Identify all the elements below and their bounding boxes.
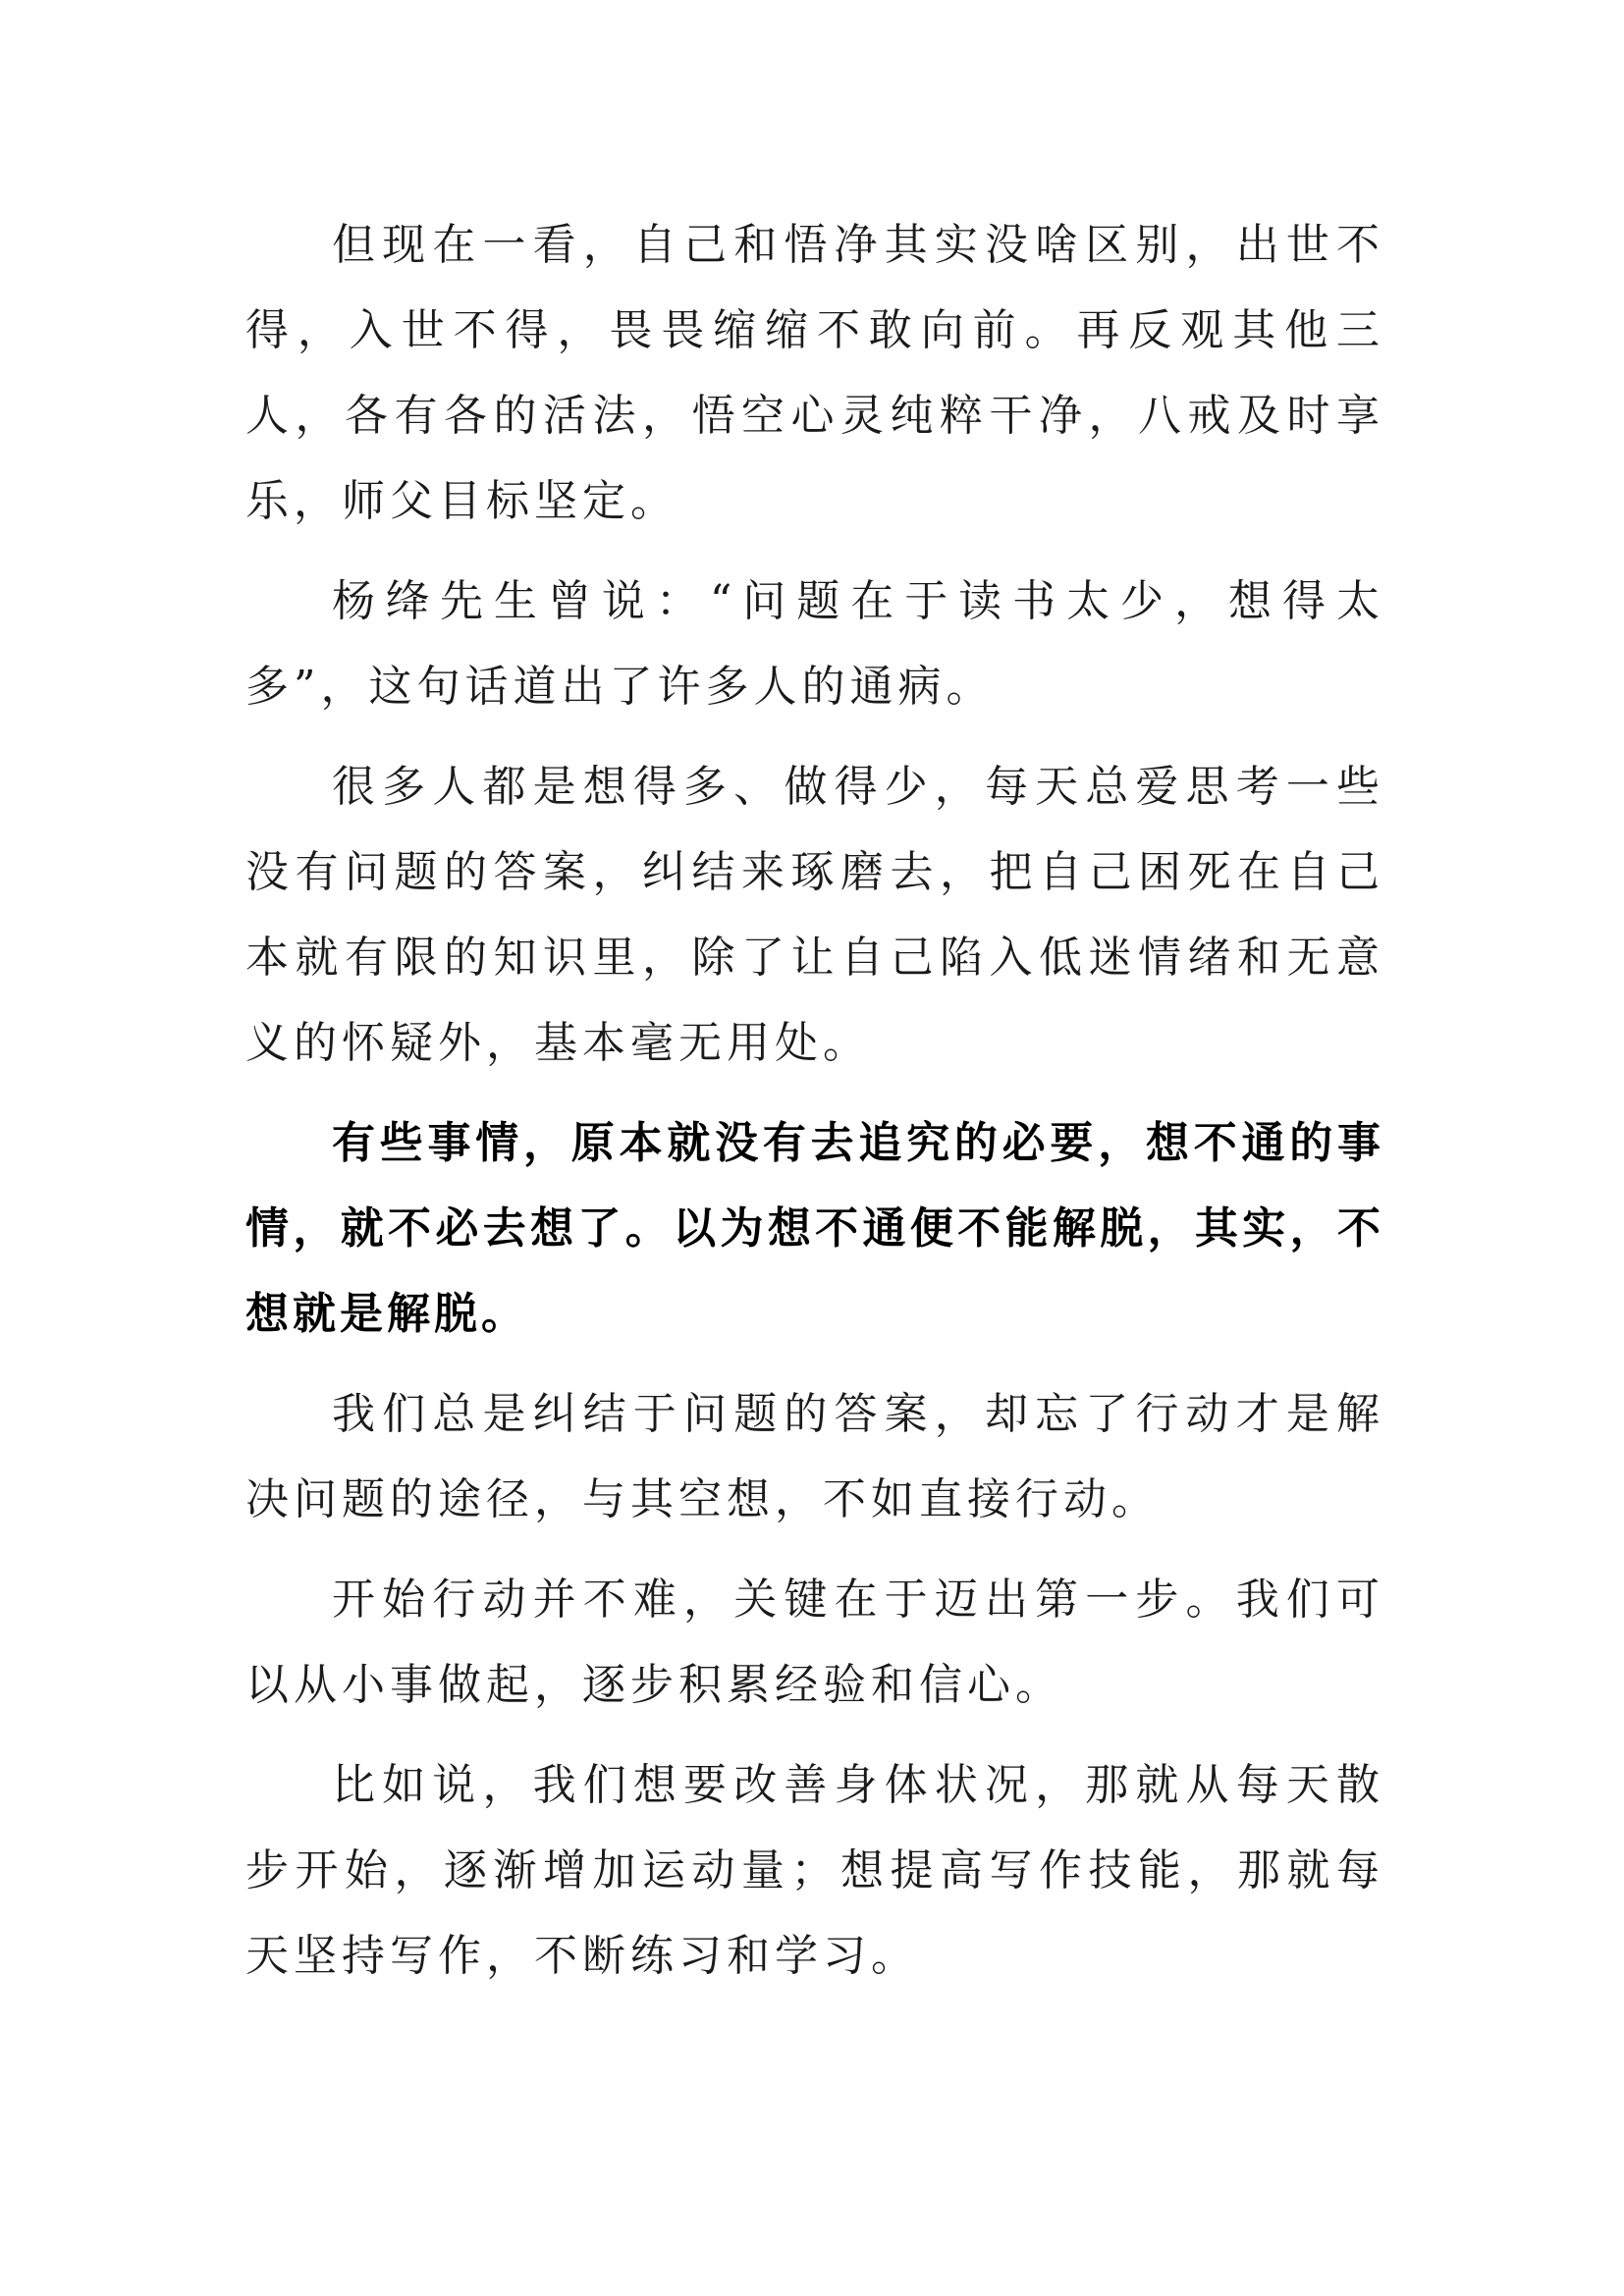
paragraph-2: 杨绛先生曾说：“问题在于读书太少，想得太多”，这句话道出了许多人的通病。 — [245, 576, 1384, 712]
paragraph-1: 但现在一看，自己和悟净其实没啥区别，出世不得，入世不得，畏畏缩缩不敢向前。再反观其他三人，各有各的活法，悟空心灵纯粹干净，八戒及时享乐，师父目标坚定。 — [245, 220, 1384, 526]
paragraph-7: 比如说，我们想要改善身体状况，那就从每天散步开始，逐渐增加运动量；想提高写作技能，那就每天坚持写作，不断练习和学习。 — [245, 1760, 1384, 1981]
document-body — [245, 202, 1384, 2013]
paragraph-3: 很多人都是想得多、做得少，每天总爱思考一些没有问题的答案，纠结来琢磨去，把自己困死在自己本就有限的知识里，除了让自己陷入低迷情绪和无意义的怀疑外，基本毫无用处。 — [245, 762, 1384, 1068]
paragraph-4-emphasis: 有些事情，原本就没有去追究的必要，想不通的事情，就不必去想了。以为想不通便不能解脱，其实，不想就是解脱。 — [245, 1118, 1384, 1339]
paragraph-6: 开始行动并不难，关键在于迈出第一步。我们可以从小事做起，逐步积累经验和信心。 — [245, 1575, 1384, 1710]
paragraph-5: 我们总是纠结于问题的答案，却忘了行动才是解决问题的途径，与其空想，不如直接行动。 — [245, 1389, 1384, 1524]
